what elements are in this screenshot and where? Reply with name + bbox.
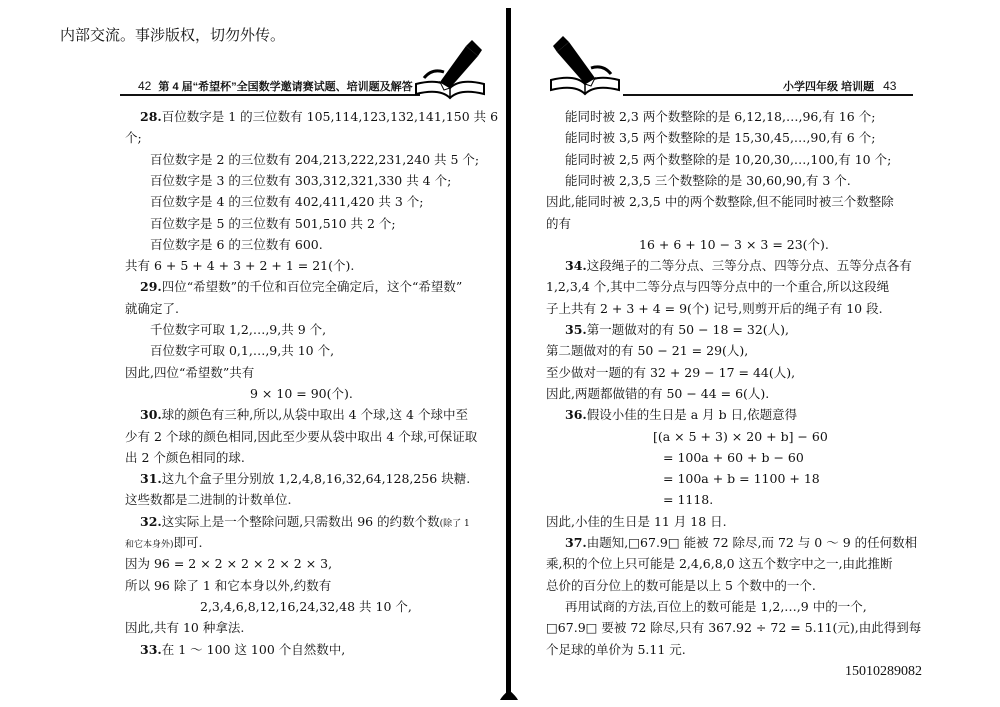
- problem-number: 33.: [140, 641, 162, 657]
- right-text-line: [546, 342, 748, 360]
- line-text: 1,2,3,4 个,其中二等分点与四等分点中的一个重合,所以这段绳: [546, 279, 890, 295]
- right-text-line: [546, 385, 769, 403]
- left-text-line: [125, 449, 245, 467]
- line-text: 共有 6 + 5 + 4 + 3 + 2 + 1 = 21(个).: [125, 258, 355, 274]
- left-text-line: [200, 598, 412, 616]
- left-text-line: [125, 129, 142, 147]
- left-text-line: [150, 172, 451, 190]
- problem-number: 32.: [140, 513, 162, 529]
- line-text: 能同时被 2,3 两个数整除的是 6,12,18,…,96,有 16 个;: [565, 109, 876, 124]
- left-text-line: [140, 406, 468, 424]
- line-text: [(a × 5 + 3) × 20 + b] − 60: [653, 428, 828, 444]
- line-text: = 100a + b = 1100 + 18: [663, 471, 820, 487]
- left-text-line: [125, 257, 354, 275]
- line-text: 能同时被 3,5 两个数整除的是 15,30,45,…,90,有 6 个;: [565, 130, 876, 146]
- right-text-line: [565, 534, 917, 552]
- right-page-number: 43: [883, 79, 897, 93]
- left-text-line: [125, 555, 332, 573]
- line-text: 少有 2 个球的颜色相同,因此至少要从袋中取出 4 个球,可保证取: [125, 428, 478, 444]
- right-text-line: [546, 193, 894, 211]
- line-text: 16 + 6 + 10 − 3 × 3 = 23(个).: [639, 236, 829, 252]
- line-text: 百位数字是 4 的三位数有 402,411,420 共 3 个;: [150, 194, 424, 210]
- right-text-line: [565, 151, 891, 169]
- left-text-line: [125, 364, 254, 382]
- right-text-line: [663, 491, 713, 509]
- line-text: 这实际上是一个整除问题,只需数出 96 的约数个数: [161, 513, 440, 529]
- left-text-line: [125, 534, 203, 554]
- right-text-line: [546, 300, 883, 318]
- line-text: 子上共有 2 + 3 + 4 = 9(个) 记号,则剪开后的绳子有 10 段.: [546, 300, 883, 316]
- problem-number: 31.: [140, 471, 162, 487]
- problem-number: 36.: [565, 407, 587, 423]
- line-text: = 100a + 60 + b − 60: [663, 449, 804, 465]
- right-text-line: [663, 449, 804, 467]
- line-text: 因此,能同时被 2,3,5 中的两个数整除,但不能同时被三个数整除: [546, 194, 894, 210]
- line-text: 再用试商的方法,百位上的数可能是 1,2,…,9 中的一个,: [565, 598, 867, 614]
- right-text-line: [565, 129, 875, 147]
- line-text: 第一题做对的有 50 − 18 = 32(人),: [586, 322, 790, 337]
- problem-number: 30.: [140, 407, 162, 423]
- line-text: 百位数字可取 0,1,…,9,共 10 个,: [150, 343, 335, 359]
- right-text-line: [565, 257, 912, 275]
- line-text: 这段绳子的二等分点、三等分点、四等分点、五等分点各有: [586, 258, 912, 274]
- line-text: 的有: [546, 215, 572, 231]
- small-note: (除了 1: [439, 518, 470, 529]
- line-text: 总价的百分位上的数可能是以上 5 个数中的一个.: [546, 577, 816, 593]
- line-text: 四位“希望数”的千位和百位完全确定后，这个“希望数”: [161, 279, 463, 295]
- left-text-line: [250, 385, 353, 403]
- line-text: 个足球的单价为 5.11 元.: [546, 641, 686, 657]
- right-text-line: [565, 172, 851, 190]
- right-text-line: [565, 321, 789, 339]
- line-text: 至少做对一题的有 32 + 29 − 17 = 44(人),: [546, 364, 796, 380]
- small-note: 和它本身外): [125, 540, 174, 550]
- right-text-line: [565, 108, 875, 126]
- right-text-line: [546, 513, 727, 531]
- left-text-line: [150, 193, 423, 211]
- line-text: 百位数字是 3 的三位数有 303,312,321,330 共 4 个;: [150, 172, 452, 188]
- phone-number: 15010289082: [845, 664, 922, 679]
- line-text: 能同时被 2,5 两个数整除的是 10,20,30,…,100,有 10 个;: [565, 151, 892, 167]
- left-text-line: [150, 236, 323, 254]
- right-running-head-title: 小学四年级 培训题: [783, 81, 875, 93]
- left-text-line: [125, 619, 244, 637]
- right-text-line: [653, 428, 828, 446]
- line-text: 因此,两题都做错的有 50 − 44 = 6(人).: [546, 385, 770, 401]
- left-header-rule: [120, 94, 420, 96]
- left-page-number: 42: [138, 79, 152, 93]
- right-text-line: [546, 641, 686, 659]
- left-text-line: [140, 470, 470, 488]
- line-text: 所以 96 除了 1 和它本身以外,约数有: [125, 577, 332, 593]
- pen-book-logo-icon: [545, 34, 625, 96]
- right-text-line: [663, 470, 820, 488]
- line-text: 假设小佳的生日是 a 月 b 日,依题意得: [586, 407, 798, 423]
- left-text-line: [140, 108, 498, 126]
- right-text-line: [546, 619, 921, 637]
- line-text: 即可.: [173, 535, 203, 550]
- left-text-line: [150, 321, 326, 339]
- problem-number: 29.: [140, 279, 162, 295]
- line-text: 百位数字是 5 的三位数有 501,510 共 2 个;: [150, 215, 396, 231]
- left-text-line: [140, 641, 345, 659]
- line-text: 千位数字可取 1,2,…,9,共 9 个,: [150, 322, 327, 337]
- line-text: 个;: [125, 130, 142, 146]
- line-text: 这九个盒子里分别放 1,2,4,8,16,32,64,128,256 块糖.: [161, 471, 471, 487]
- right-text-line: [546, 555, 893, 573]
- right-running-head: [783, 78, 900, 94]
- line-text: 百位数字是 6 的三位数有 600.: [150, 236, 323, 252]
- copyright-notice: 内部交流。事涉版权，切勿外传。: [60, 26, 286, 44]
- line-text: 由题知,□67.9□ 能被 72 除尽,而 72 与 0 ～ 9 的任何数相: [586, 535, 918, 550]
- problem-number: 35.: [565, 322, 587, 337]
- line-text: 在 1 ～ 100 这 100 个自然数中,: [161, 641, 346, 657]
- left-running-head: [138, 78, 413, 94]
- line-text: 因此,共有 10 种拿法.: [125, 620, 245, 636]
- right-header-rule: [623, 94, 913, 96]
- problem-number: 28.: [140, 109, 162, 124]
- left-text-line: [125, 300, 179, 318]
- left-text-line: [140, 513, 470, 533]
- line-text: = 1118.: [663, 492, 714, 508]
- right-text-line: [565, 598, 867, 616]
- line-text: 百位数字是 2 的三位数有 204,213,222,231,240 共 5 个;: [150, 151, 480, 167]
- line-text: 能同时被 2,3,5 三个数整除的是 30,60,90,有 3 个.: [565, 172, 851, 188]
- pen-book-logo-icon: [410, 38, 490, 100]
- line-text: 球的颜色有三种,所以,从袋中取出 4 个球,这 4 个球中至: [161, 407, 468, 423]
- right-text-line: [565, 406, 797, 424]
- line-text: 9 × 10 = 90(个).: [250, 385, 353, 401]
- right-text-line: [546, 577, 816, 595]
- line-text: 因此,小佳的生日是 11 月 18 日.: [546, 513, 727, 529]
- right-text-line: [639, 236, 829, 254]
- right-text-line: [546, 215, 571, 233]
- line-text: 就确定了.: [125, 300, 179, 316]
- book-spine: [506, 8, 511, 700]
- line-text: 因为 96 = 2 × 2 × 2 × 2 × 2 × 3,: [125, 556, 333, 572]
- left-text-line: [150, 151, 479, 169]
- problem-number: 34.: [565, 258, 587, 274]
- right-text-line: [546, 278, 889, 296]
- left-text-line: [125, 428, 477, 446]
- left-text-line: [150, 342, 334, 360]
- line-text: 乘,积的个位上只可能是 2,4,6,8,0 这五个数字中之一,由此推断: [546, 556, 893, 572]
- line-text: □67.9□ 要被 72 除尽,只有 367.92 ÷ 72 = 5.11(元),由此得到每: [546, 620, 922, 636]
- line-text: 出 2 个颜色相同的球.: [125, 449, 245, 465]
- right-text-line: [546, 364, 795, 382]
- left-text-line: [150, 215, 396, 233]
- line-text: 第二题做对的有 50 − 21 = 29(人),: [546, 343, 749, 359]
- line-text: 这些数都是二进制的计数单位.: [125, 492, 292, 508]
- problem-number: 37.: [565, 535, 587, 550]
- left-text-line: [125, 577, 331, 595]
- left-text-line: [125, 491, 291, 509]
- left-running-head-title: 第 4 届“希望杯”全国数学邀请赛试题、培训题及解答: [158, 81, 413, 93]
- right-page: [513, 0, 1000, 707]
- left-text-line: [140, 278, 462, 296]
- line-text: 百位数字是 1 的三位数有 105,114,123,132,141,150 共 6: [161, 109, 499, 124]
- line-text: 2,3,4,6,8,12,16,24,32,48 共 10 个,: [200, 598, 412, 614]
- line-text: 因此,四位“希望数”共有: [125, 364, 255, 380]
